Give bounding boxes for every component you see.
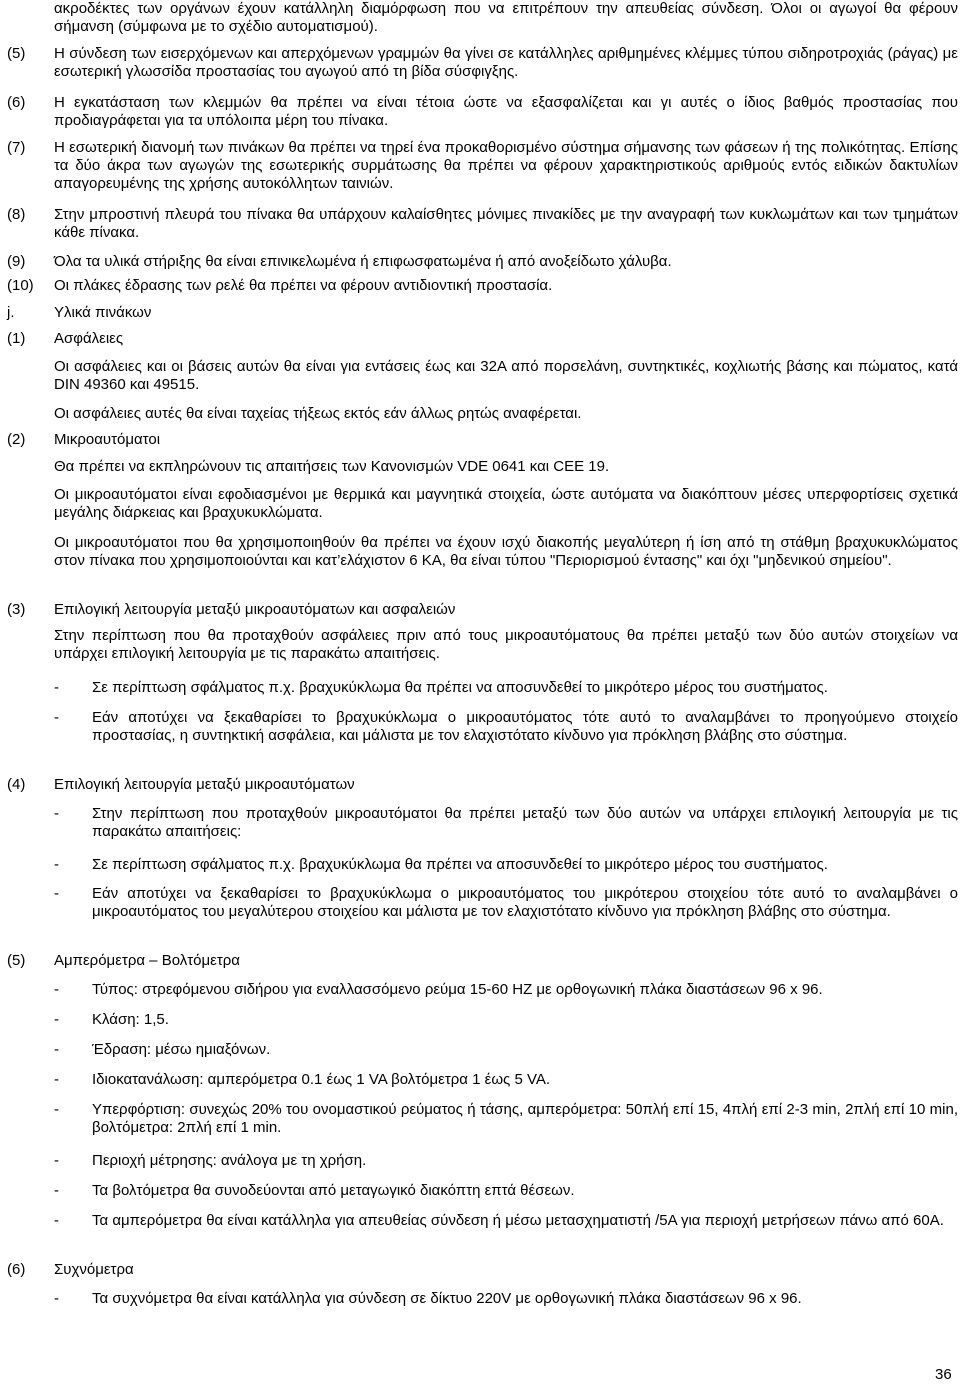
item-number: (8) (7, 206, 26, 223)
dash-bullet: - (54, 805, 59, 822)
dash-bullet: - (54, 1212, 59, 1229)
block-text: Η εγκατάσταση των κλεμμών θα πρέπει να είναι τέτοια ώστε να εξασφαλίζεται και γι αυτές ο ίδιος βαθμός προστασίας που προδιαγράφεται για τα υπόλοιπα μέρη του πίνακα. (54, 94, 958, 129)
block-text: Μικροαυτόματοι (54, 431, 161, 448)
block-text: Υλικά πινάκων (54, 304, 152, 321)
item-number: (6) (7, 94, 26, 111)
item-number: (10) (7, 277, 34, 294)
block-text: Σε περίπτωση σφάλματος π.χ. βραχυκύκλωμα θα πρέπει να αποσυνδεθεί το μικρότερο μέρος του συστήματος. (92, 679, 828, 696)
page-number: 36 (935, 1366, 952, 1383)
block-text: Συχνόμετρα (54, 1261, 134, 1278)
block-text: Τύπος: στρεφόμενου σιδήρου για εναλλασσόμενο ρεύμα 15-60 HZ με ορθογωνική πλάκα διαστάσεων 96 x 96. (92, 981, 823, 998)
block-text: Όλα τα υλικά στήριξης θα είναι επινικελωμένα ή επιφωσφατωμένα ή από ανοξείδωτο χάλυβα. (54, 253, 672, 270)
dash-bullet: - (54, 1290, 59, 1307)
block-text: Επιλογική λειτουργία μεταξύ μικροαυτόματων και ασφαλειών (54, 601, 456, 618)
dash-bullet: - (54, 1152, 59, 1169)
block-text: Στην περίπτωση που θα προταχθούν ασφάλειες πριν από τους μικροαυτόματους θα πρέπει μεταξύ των δύο αυτών στοιχείων να υπάρχει επιλογική λειτουργία με τις παρακάτω απαιτήσεις. (54, 627, 958, 662)
block-text: ακροδέκτες των οργάνων έχουν κατάλληλη διαμόρφωση που να επιτρέπουν την απευθείας σύνδεση. Όλοι οι αγωγοί θα φέρουν σήμανση (σύμφωνα με το σχέδιο αυτοματισμού). (54, 0, 958, 35)
block-text: Οι ασφάλειες αυτές θα είναι ταχείας τήξεως εκτός εάν άλλως ρητώς αναφέρεται. (54, 405, 582, 422)
block-text: Περιοχή μέτρησης: ανάλογα με τη χρήση. (92, 1152, 367, 1169)
block-text: Θα πρέπει να εκπληρώνουν τις απαιτήσεις των Κανονισμών VDE 0641 και CEE 19. (54, 458, 610, 475)
item-number: j. (7, 304, 15, 321)
block-text: Τα αμπερόμετρα θα είναι κατάλληλα για απευθείας σύνδεση ή μέσω μετασχηματιστή /5Α για περιοχή μετρήσεων πάνω από 60Α. (92, 1212, 944, 1229)
dash-bullet: - (54, 1041, 59, 1058)
block-text: Τα βολτόμετρα θα συνοδεύονται από μεταγωγικό διακόπτη επτά θέσεων. (92, 1182, 575, 1199)
block-text: Οι ασφάλειες και οι βάσεις αυτών θα είναι για εντάσεις έως και 32Α από πορσελάνη, συντηκτικές, κοχλιωτής βάσης και πώματος, κατά DIN 49360 και 49515. (54, 358, 958, 393)
block-text: Οι μικροαυτόματοι είναι εφοδιασμένοι με θερμικά και μαγνητικά στοιχεία, ώστε αυτόματα να διακόπτουν μέσες υπερφορτίσεις σχετικά μεγάλης διάρκειας και βραχυκυκλώματα. (54, 486, 958, 521)
dash-bullet: - (54, 885, 59, 902)
item-number: (5) (7, 45, 26, 62)
dash-bullet: - (54, 679, 59, 696)
dash-bullet: - (54, 981, 59, 998)
block-text: Εάν αποτύχει να ξεκαθαρίσει το βραχυκύκλωμα ο μικροαυτόματος τότε αυτό το αναλαμβάνει το προηγούμενο στοιχείο προστασίας, η συντηκτική ασφάλεια, και μάλιστα με τον ελαχιστότατο κίνδυνο για πρόκληση βλάβης στο σύστημα. (92, 709, 958, 744)
item-number: (3) (7, 601, 26, 618)
block-text: Εάν αποτύχει να ξεκαθαρίσει το βραχυκύκλωμα ο μικροαυτόματος του μικρότερου στοιχείου τότε αυτό το αναλαμβάνει ο μικροαυτόματος του μεγαλύτερου στοιχείου και μάλιστα με τον ελαχιστότατο κίνδυνο για πρόκληση βλάβης στο σύστημα. (92, 885, 958, 920)
block-text: Ασφάλειες (54, 330, 124, 347)
item-number: (1) (7, 330, 26, 347)
block-text: Σε περίπτωση σφάλματος π.χ. βραχυκύκλωμα θα πρέπει να αποσυνδεθεί το μικρότερο μέρος του συστήματος. (92, 856, 828, 873)
dash-bullet: - (54, 709, 59, 726)
block-text: Επιλογική λειτουργία μεταξύ μικροαυτόματων (54, 776, 355, 793)
dash-bullet: - (54, 1071, 59, 1088)
block-text: Η εσωτερική διανομή των πινάκων θα πρέπει να τηρεί ένα προκαθορισμένο σύστημα σήμανσης των φάσεων ή της πολικότητας. Επίσης τα δύο άκρα των αγωγών της εσωτερικής συρμάτωσης θα πρέπει να φέρουν χαρακτηριστικούς αριθμούς εντός ειδικών δακτυλίων απαγορευμένης της χρήσης αυτοκόλλητων ταινιών. (54, 139, 958, 192)
block-text: Στην μπροστινή πλευρά του πίνακα θα υπάρχουν καλαίσθητες μόνιμες πινακίδες με την αναγραφή των κυκλωμάτων και των τμημάτων κάθε πίνακα. (54, 206, 958, 241)
item-number: (5) (7, 952, 26, 969)
item-number: (7) (7, 139, 26, 156)
dash-bullet: - (54, 1011, 59, 1028)
dash-bullet: - (54, 856, 59, 873)
block-text: Στην περίπτωση που προταχθούν μικροαυτόματοι θα πρέπει μεταξύ των δύο αυτών να υπάρχει επιλογική λειτουργία με τις παρακάτω απαιτήσεις: (92, 805, 958, 840)
dash-bullet: - (54, 1182, 59, 1199)
block-text: Οι μικροαυτόματοι που θα χρησιμοποιηθούν θα πρέπει να έχουν ισχύ διακοπής μεγαλύτερη ή ίση από τη στάθμη βραχυκυκλώματος στον πίνακα που χρησιμοποιούνται και κατ’ελάχιστον 6 ΚΑ, θα είναι τύπου "Περιορισμού έντασης" και όχι "μηδενικού σημείου". (54, 534, 958, 569)
block-text: Υπερφόρτιση: συνεχώς 20% του ονομαστικού ρεύματος ή τάσης, αμπερόμετρα: 50πλή επί 15, 4πλή επί 2-3 min, 2πλή επί 10 min, βολτόμετρα: 2πλή επί 1 min. (92, 1101, 958, 1136)
block-text: Η σύνδεση των εισερχόμενων και απερχόμενων γραμμών θα γίνει σε κατάλληλες αριθμημένες κλέμμες τύπου σιδηροτροχιάς (ράγας) με εσωτερική γλωσσίδα προστασίας του αγωγού από τη βίδα σύσφιγξης. (54, 45, 958, 80)
block-text: Αμπερόμετρα – Βολτόμετρα (54, 952, 240, 969)
block-text: Έδραση: μέσω ημιαξόνων. (92, 1041, 271, 1058)
block-text: Τα συχνόμετρα θα είναι κατάλληλα για σύνδεση σε δίκτυο 220V με ορθογωνική πλάκα διαστάσεων 96 x 96. (92, 1290, 802, 1307)
item-number: (6) (7, 1261, 26, 1278)
block-text: Κλάση: 1,5. (92, 1011, 169, 1028)
block-text: Οι πλάκες έδρασης των ρελέ θα πρέπει να φέρουν αντιδιοντική προστασία. (54, 277, 553, 294)
block-text: Ιδιοκατανάλωση: αμπερόμετρα 0.1 έως 1 VA βολτόμετρα 1 έως 5 VA. (92, 1071, 551, 1088)
dash-bullet: - (54, 1101, 59, 1118)
item-number: (2) (7, 431, 26, 448)
item-number: (9) (7, 253, 26, 270)
item-number: (4) (7, 776, 26, 793)
